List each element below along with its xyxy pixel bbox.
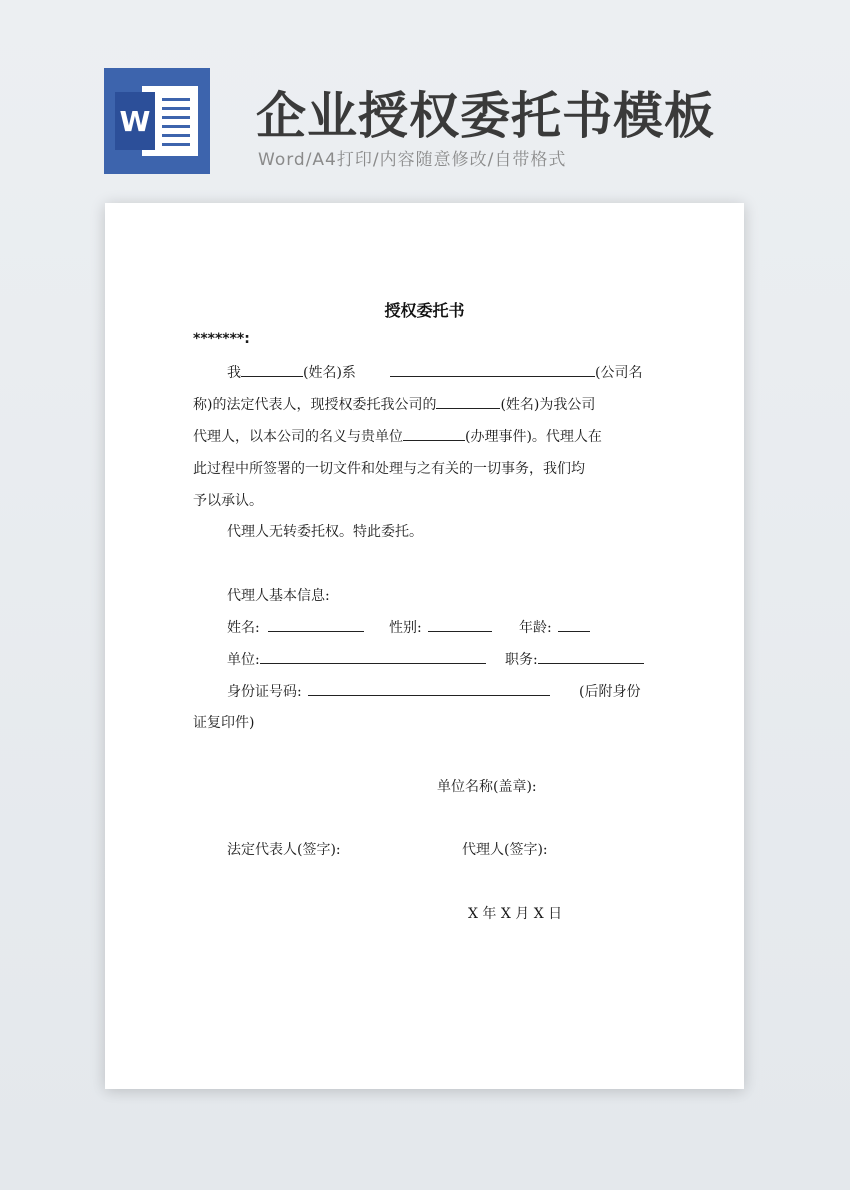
agent-age-field: 年龄: [519, 617, 590, 637]
agent-id-note: (后附身份 [579, 684, 641, 700]
word-logo-letter: W [115, 92, 155, 150]
agent-id-note-cont: 证复印件) [193, 715, 255, 731]
word-app-icon [104, 68, 210, 174]
agent-id-field: 身份证号码: [227, 681, 550, 701]
para2: 代理人无转委托权。特此委托。 [227, 524, 423, 540]
document-title: 授权委托书 [384, 301, 465, 320]
agent-gender-field: 性别: [389, 617, 492, 637]
date-line: X 年 X 月 X 日 [468, 906, 563, 922]
agent-info-heading: 代理人基本信息: [227, 588, 330, 604]
legal-rep-signature-line: 法定代表人(签字): [227, 842, 341, 858]
agent-signature-line: 代理人(签字): [462, 842, 548, 858]
para1-line3: 代理人，以本公司的名义与贵单位 (办理事件)。代理人在 [193, 429, 602, 445]
para1-line4: 此过程中所签署的一切文件和处理与之有关的一切事务，我们均 [193, 461, 585, 477]
para1-line5: 予以承认。 [193, 493, 263, 509]
agent-name-field: 姓名: [227, 617, 364, 637]
agent-unit-field: 单位: [227, 649, 486, 669]
salutation: *******: [193, 331, 250, 347]
company-name-blank: (公司名 [390, 362, 642, 382]
agent-position-field: 职务: [505, 649, 644, 669]
para1-line2: 称)的法定代表人，现授权委托我公司的 (姓名)为我公司 [193, 397, 596, 413]
page-title: 企业授权委托书模板 [256, 87, 715, 145]
company-seal-line: 单位名称(盖章): [437, 779, 537, 795]
page-subtitle: Word/A4打印/内容随意修改/自带格式 [258, 150, 567, 170]
document-page [105, 203, 744, 1089]
para1-line1: 我 (姓名)系 [227, 365, 356, 381]
